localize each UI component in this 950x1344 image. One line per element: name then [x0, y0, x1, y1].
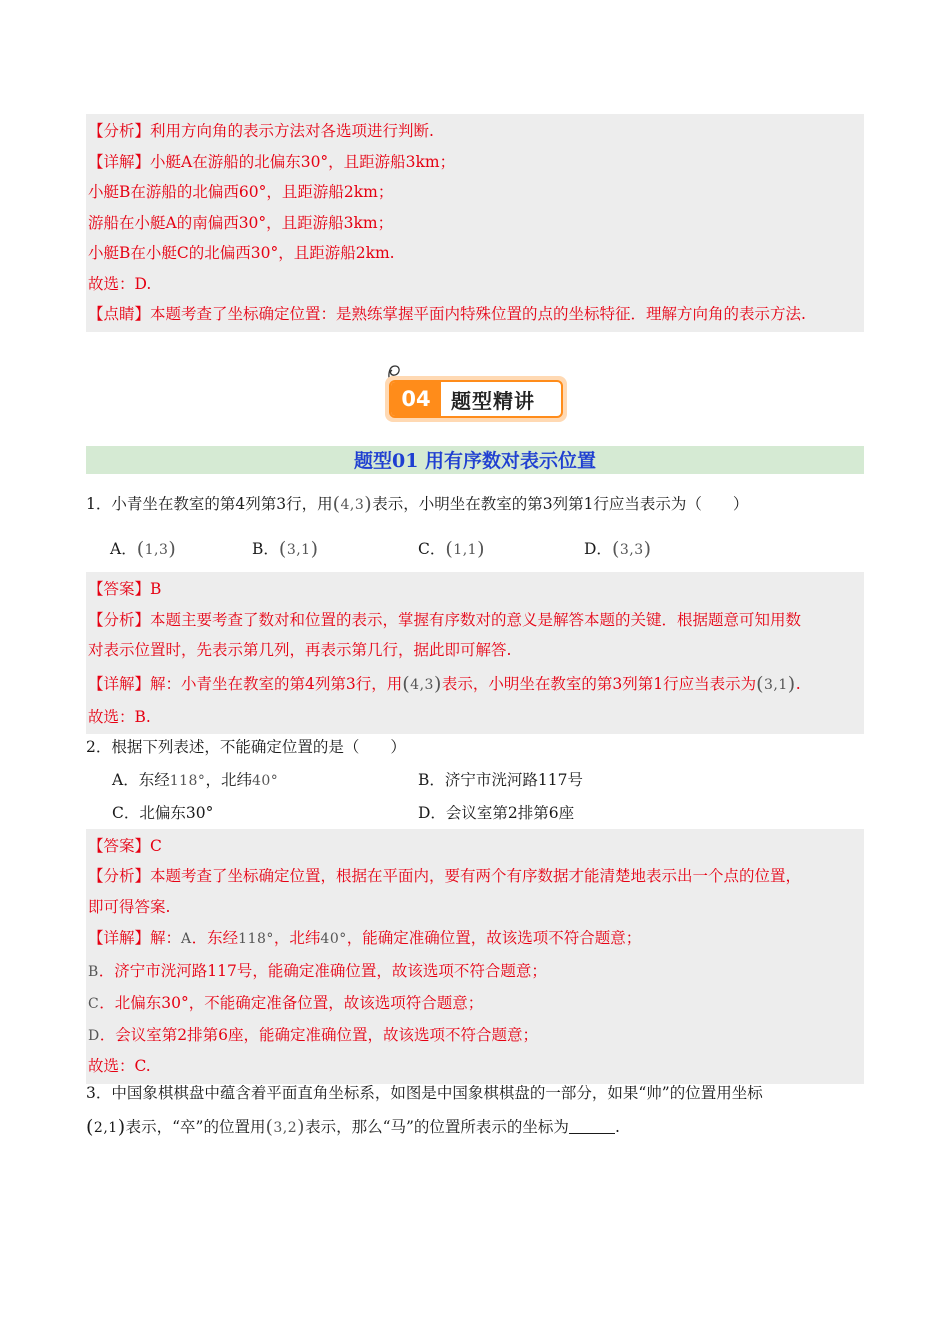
text: 故选：C.	[88, 1057, 151, 1075]
text: 小艇A在游船的北偏东30°，且距游船3km；	[150, 152, 456, 171]
tag: 【详解】	[88, 152, 151, 171]
analysis-line	[88, 892, 864, 923]
question-stem	[86, 1077, 864, 1109]
text: 解：	[150, 929, 182, 947]
detail-line	[88, 238, 864, 269]
math-value: 2,1	[93, 1120, 118, 1136]
options-row	[86, 797, 864, 829]
option-math: (1,1)	[445, 538, 485, 560]
question-3	[86, 1077, 864, 1145]
text: 本题考查了坐标确定位置，根据在平面内，要有两个有序数据才能清楚地表示出一个点的位置，	[150, 867, 802, 885]
math-value: C	[88, 996, 100, 1012]
math-value: A	[181, 931, 192, 947]
detail-line	[88, 208, 864, 239]
text: ．东经	[191, 929, 239, 947]
option-math: 118°	[169, 772, 206, 789]
text: 小艇B在游船的北偏西60°，且距游船2km；	[88, 183, 394, 201]
stem-text: 表示，“卒”的位置用	[125, 1118, 266, 1136]
option-label: B．	[252, 540, 279, 558]
text: .	[795, 674, 801, 693]
option-label: D．	[584, 540, 612, 558]
text: 小艇B在小艇C的北偏西30°，且距游船2km.	[88, 244, 395, 262]
option-text: ，北纬	[205, 770, 252, 789]
stem-text: 表示，小明坐在教室的第3列第1行应当表示为（ ）	[372, 495, 749, 513]
text: ，北纬	[273, 929, 321, 947]
math-value: B	[88, 964, 99, 980]
math-pair: (2,1)	[86, 1116, 126, 1138]
section-title: 题型01 用有序数对表示位置	[86, 446, 864, 474]
choice-line	[88, 702, 864, 733]
question-stem	[86, 732, 864, 763]
analysis-line	[88, 116, 864, 147]
option-label: A．东经	[112, 770, 170, 789]
math-value: 4,3	[340, 497, 365, 513]
stem-text: 1．小青坐在教室的第4列第3行，用	[86, 495, 333, 513]
math-pair: (4,3)	[332, 493, 373, 515]
question-2	[86, 732, 864, 1084]
text: 解：小青坐在教室的第4列第3行，用	[150, 674, 403, 693]
text: 故选：B.	[88, 707, 151, 726]
answer-line	[88, 574, 864, 605]
stem-text: .	[614, 1118, 620, 1136]
stem-text: 2．根据下列表述，不能确定位置的是（ ）	[86, 738, 406, 756]
option-a[interactable]	[110, 532, 252, 566]
text: 表示，小明坐在教室的第3列第1行应当表示为	[441, 674, 757, 693]
tag: 【点睛】	[88, 305, 151, 323]
badge-label: 题型精讲	[451, 388, 535, 413]
option-c[interactable]: C．北偏东30°	[112, 803, 214, 822]
option-a[interactable]	[112, 763, 418, 797]
math-value: 3,2	[273, 1120, 298, 1136]
options-row	[86, 763, 864, 797]
stem-text: 表示，那么“马”的位置所表示的坐标为	[305, 1118, 569, 1136]
option-value: 1,3	[144, 542, 169, 558]
detail-line	[88, 666, 864, 702]
tag: 【分析】	[88, 867, 151, 885]
tag: 【分析】	[88, 122, 151, 140]
badge-body	[389, 380, 563, 418]
tag: 【详解】	[88, 674, 151, 693]
text: 即可得答案.	[88, 897, 171, 916]
text: 故选：D.	[88, 274, 152, 293]
detail-line	[88, 987, 864, 1019]
detail-line	[88, 177, 864, 208]
text: 对表示位置时，先表示第几列，再表示第几行，据此即可解答.	[88, 641, 512, 659]
tag: 【详解】	[88, 929, 151, 947]
tag: 【答案】	[88, 580, 151, 598]
text: ，能确定准确位置，故该选项不符合题意；	[346, 929, 642, 947]
section-badge	[385, 362, 575, 428]
math-value: 40°	[320, 931, 347, 947]
detail-line	[88, 922, 864, 955]
math-value: 4,3	[410, 676, 434, 693]
tag: 【答案】	[88, 836, 151, 855]
math-pair: (4,3)	[402, 672, 442, 695]
question-stem	[86, 1109, 864, 1145]
tag: 【分析】	[88, 610, 151, 629]
badge-number: 04	[391, 382, 441, 416]
text: B	[150, 580, 162, 598]
option-label: A．	[110, 540, 137, 558]
math-value: 3,1	[764, 676, 788, 693]
analysis-line	[88, 605, 864, 636]
math-pair: (3,1)	[756, 672, 796, 695]
option-value: 3,3	[619, 542, 644, 558]
math-pair: (3,2)	[265, 1116, 306, 1138]
text: ．北偏东30°，不能确定准备位置，故该选项符合题意；	[99, 994, 484, 1012]
option-math: (1,3)	[136, 538, 177, 560]
question-stem	[86, 488, 864, 520]
detail-line	[88, 955, 864, 987]
option-math: (3,3)	[611, 538, 652, 560]
option-label: C．	[418, 540, 446, 558]
text: 游船在小艇A的南偏西30°，且距游船3km；	[88, 213, 394, 232]
answer-blank[interactable]	[569, 1117, 615, 1134]
analysis-line	[88, 635, 864, 666]
text: ．济宁市洸河路117号，能确定准确位置，故该选项不符合题意；	[98, 962, 547, 980]
option-math: (3,1)	[278, 538, 319, 560]
option-value: 1,1	[453, 542, 478, 558]
stem-text: 3．中国象棋棋盘中蕴含着平面直角坐标系，如图是中国象棋棋盘的一部分，如果“帅”的位置用坐标	[86, 1084, 763, 1102]
math-value: 118°	[238, 931, 274, 947]
answer-line	[88, 831, 864, 862]
option-d[interactable]	[584, 532, 652, 566]
option-value: 3,1	[286, 542, 311, 558]
solution-panel	[86, 114, 864, 332]
option-b[interactable]	[252, 532, 418, 566]
solution-panel	[86, 572, 864, 734]
option-d[interactable]: D．会议室第2排第6座	[418, 803, 575, 822]
analysis-block-1	[86, 114, 864, 332]
option-b[interactable]: B．济宁市洸河路117号	[418, 770, 583, 789]
text: 本题主要考查了数对和位置的表示，掌握有序数对的意义是解答本题的关键．根据题意可知用数	[150, 610, 802, 629]
detail-line	[88, 147, 864, 178]
option-c[interactable]	[418, 532, 584, 566]
question-1	[86, 488, 864, 734]
math-value: D	[88, 1028, 100, 1044]
remark-line	[88, 299, 864, 330]
solution-panel	[86, 829, 864, 1084]
options-row	[86, 532, 864, 566]
text: C	[150, 836, 162, 855]
option-math: 40°	[251, 772, 279, 789]
choice-line	[88, 269, 864, 300]
text: ．会议室第2排第6座，能确定准确位置，故该选项不符合题意；	[99, 1026, 538, 1044]
text: 利用方向角的表示方法对各选项进行判断.	[150, 122, 434, 140]
analysis-line	[88, 861, 864, 892]
detail-line	[88, 1019, 864, 1051]
text: 本题考查了坐标确定位置：是熟练掌握平面内特殊位置的点的坐标特征．理解方向角的表示方法.	[150, 305, 806, 323]
